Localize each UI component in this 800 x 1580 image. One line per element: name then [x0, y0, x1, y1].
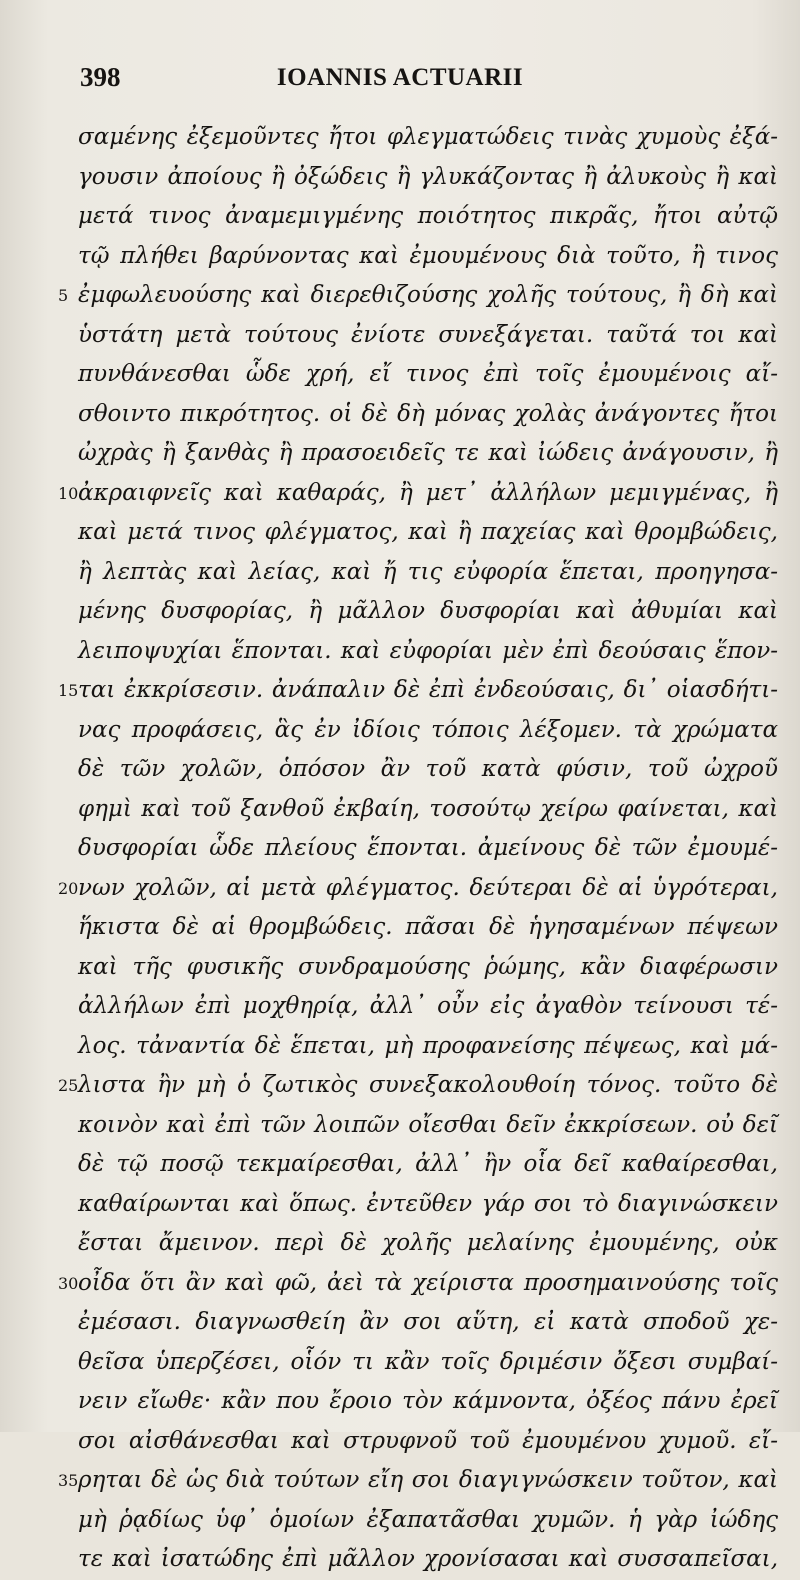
text-body	[58, 118, 778, 1580]
line-text: δὲ τῶν χολῶν, ὁπόσον ἂν τοῦ κατὰ φύσιν, τοῦ ὠχροῦ	[78, 756, 778, 782]
line-text: λος. τἀναντία δὲ ἕπεται, μὴ προφανείσης πέψεως, καὶ μά-	[78, 1032, 778, 1059]
line-text: δὲ τῷ ποσῷ τεκμαίρεσθαι, ἀλλ᾽ ἢν οἷα δεῖ καθαίρεσθαι,	[78, 1151, 778, 1177]
line-text: σοι αἰσθάνεσθαι καὶ στρυφνοῦ τοῦ ἐμουμένου χυμοῦ. εἴ-	[78, 1427, 778, 1454]
line-text: κοινὸν καὶ ἐπὶ τῶν λοιπῶν οἴεσθαι δεῖν ἐκκρίσεων. οὐ δεῖ	[78, 1111, 778, 1138]
line-number: 10	[58, 483, 79, 503]
line-text: μὴ ῥᾳδίως ὑφ᾽ ὁμοίων ἐξαπατᾶσθαι χυμῶν. ἡ γὰρ ἰώδης	[78, 1506, 778, 1533]
line-text: θεῖσα ὑπερζέσει, οἷόν τι κἂν τοῖς δριμέσιν ὄξεσι συμβαί-	[78, 1348, 778, 1375]
text-line	[58, 1461, 778, 1501]
line-text: γουσιν ἀποίους ἢ ὀξώδεις ἢ γλυκάζοντας ἢ ἀλυκοὺς ἢ καὶ	[78, 163, 778, 190]
text-line	[78, 1027, 778, 1067]
text-line	[78, 513, 778, 553]
text-line	[78, 948, 778, 988]
line-text: ἥκιστα δὲ αἱ θρομβώδεις. πᾶσαι δὲ ἡγησαμένων πέψεων	[78, 914, 778, 940]
line-text: σθοιντο πικρότητος. οἱ δὲ δὴ μόνας χολὰς ἀνάγοντες ἤτοι	[78, 400, 778, 427]
line-text: ἢ λεπτὰς καὶ λείας, καὶ ἤ τις εὐφορία ἕπεται, προηγησα-	[78, 558, 778, 585]
text-line	[58, 1066, 778, 1106]
text-line	[78, 118, 778, 158]
text-line	[78, 1382, 778, 1422]
line-text: καὶ μετά τινος φλέγματος, καὶ ἢ παχείας καὶ θρομβώδεις,	[78, 519, 778, 545]
text-line	[58, 1264, 778, 1304]
line-text: μένης δυσφορίας, ἢ μᾶλλον δυσφορίαι καὶ ἀθυμίαι καὶ	[78, 598, 778, 624]
line-text: νειν εἴωθε· κἂν που ἔροιο τὸν κάμνοντα, ὀξέος πάνυ ἐρεῖ	[78, 1388, 778, 1414]
text-line	[78, 987, 778, 1027]
text-line	[78, 1185, 778, 1225]
line-text: λειποψυχίαι ἕπονται. καὶ εὐφορίαι μὲν ἐπὶ δεούσαις ἕπον-	[78, 637, 778, 664]
text-line	[78, 1224, 778, 1264]
text-line	[58, 869, 778, 909]
line-text: τε καὶ ἰσατώδης ἐπὶ μᾶλλον χρονίσασαι καὶ συσσαπεῖσαι,	[78, 1546, 778, 1572]
text-line	[78, 750, 778, 790]
line-text: μετά τινος ἀναμεμιγμένης ποιότητος πικρᾶς, ἤτοι αὐτῷ	[78, 203, 778, 229]
text-line	[78, 1106, 778, 1146]
text-line	[78, 711, 778, 751]
line-text: φημὶ καὶ τοῦ ξανθοῦ ἐκβαίη, τοσούτῳ χείρω φαίνεται, καὶ	[78, 795, 778, 822]
text-line	[78, 355, 778, 395]
text-line	[78, 158, 778, 198]
text-line	[58, 276, 778, 316]
text-line	[58, 671, 778, 711]
page-header	[0, 62, 800, 102]
line-text: ται ἐκκρίσεσιν. ἀνάπαλιν δὲ ἐπὶ ἐνδεούσαις, δι᾽ οἱασδήτι-	[78, 677, 778, 703]
text-line	[78, 1145, 778, 1185]
line-text: καθαίρωνται καὶ ὅπως. ἐντεῦθεν γάρ σοι τὸ διαγινώσκειν	[78, 1190, 778, 1217]
text-line	[78, 1540, 778, 1580]
line-text: νας προφάσεις, ἃς ἐν ἰδίοις τόποις λέξομεν. τὰ χρώματα	[78, 716, 778, 743]
line-text: λιστα ἢν μὴ ὁ ζωτικὸς συνεξακολουθοίη τόνος. τοῦτο δὲ	[78, 1072, 778, 1098]
text-line	[78, 197, 778, 237]
text-line	[58, 474, 778, 514]
text-line	[78, 1501, 778, 1541]
text-line	[78, 434, 778, 474]
text-line	[78, 632, 778, 672]
text-line	[78, 592, 778, 632]
text-line	[78, 316, 778, 356]
line-number: 35	[58, 1471, 79, 1490]
line-text: νων χολῶν, αἱ μετὰ φλέγματος. δεύτεραι δὲ αἱ ὑγρότεραι,	[78, 874, 778, 901]
text-line	[78, 908, 778, 948]
line-number: 20	[58, 878, 79, 898]
text-line	[78, 1422, 778, 1462]
line-text: καὶ τῆς φυσικῆς συνδραμούσης ῥώμης, κἂν διαφέρωσιν	[78, 953, 778, 980]
line-text: ρηται δὲ ὡς διὰ τούτων εἴη σοι διαγιγνώσκειν τοῦτον, καὶ	[78, 1467, 778, 1493]
line-text: ἀλλήλων ἐπὶ μοχθηρίᾳ, ἀλλ᾽ οὖν εἰς ἀγαθὸν τείνουσι τέ-	[78, 993, 778, 1019]
text-line	[78, 1343, 778, 1383]
line-text: ἐμέσασι. διαγνωσθείη ἂν σοι αὕτη, εἰ κατὰ σποδοῦ χε-	[78, 1309, 778, 1335]
line-text: ἐμφωλευούσης καὶ διερεθιζούσης χολῆς τούτους, ἢ δὴ καὶ	[78, 282, 778, 308]
line-text: δυσφορίαι ὧδε πλείους ἕπονται. ἀμείνους δὲ τῶν ἐμουμέ-	[78, 835, 778, 861]
line-text: ὠχρὰς ἢ ξανθὰς ἢ πρασοειδεῖς τε καὶ ἰώδεις ἀνάγουσιν, ἢ	[78, 440, 778, 466]
text-line	[78, 237, 778, 277]
text-line	[78, 790, 778, 830]
line-text: ὑστάτη μετὰ τούτους ἐνίοτε συνεξάγεται. ταῦτά τοι καὶ	[78, 321, 778, 348]
line-text: πυνθάνεσθαι ὧδε χρή, εἴ τινος ἐπὶ τοῖς ἐμουμένοις αἴ-	[78, 361, 778, 387]
text-line	[78, 1303, 778, 1343]
line-number: 5	[58, 286, 69, 305]
page-number: 398	[80, 62, 121, 92]
line-number: 15	[58, 681, 79, 700]
line-number: 25	[58, 1076, 79, 1095]
line-text: οἶδα ὅτι ἂν καὶ φῶ, ἀεὶ τὰ χείριστα προσημαινούσης τοῖς	[78, 1269, 778, 1296]
line-text: ἔσται ἄμεινον. περὶ δὲ χολῆς μελαίνης ἐμουμένης, οὐκ	[78, 1230, 778, 1256]
line-text: σαμένης ἐξεμοῦντες ἤτοι φλεγματώδεις τινὰς χυμοὺς ἐξά-	[78, 124, 778, 150]
line-number: 30	[58, 1273, 79, 1293]
line-text: ἀκραιφνεῖς καὶ καθαράς, ἢ μετ᾽ ἀλλήλων μεμιγμένας, ἢ	[78, 479, 778, 506]
text-line	[78, 829, 778, 869]
line-text: τῷ πλήθει βαρύνοντας καὶ ἐμουμένους διὰ τοῦτο, ἢ τινος	[78, 242, 778, 269]
text-line	[78, 553, 778, 593]
text-line	[78, 395, 778, 435]
running-title: IOANNIS ACTUARII	[276, 64, 524, 91]
